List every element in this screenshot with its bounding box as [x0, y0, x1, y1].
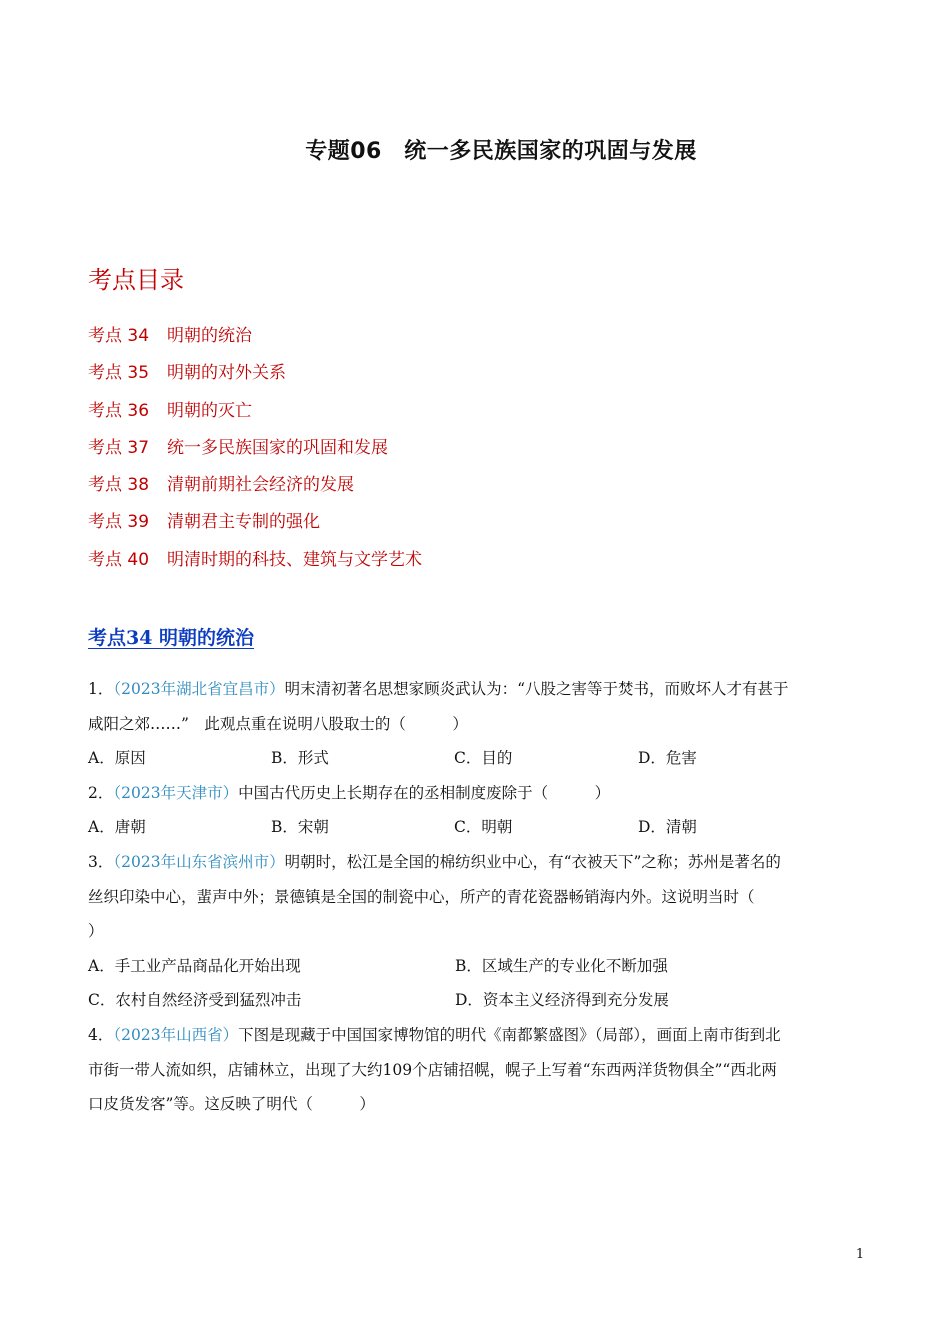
question-number: 1． [88, 680, 114, 698]
question-stem-line: 市街一带人流如织，店铺林立，出现了大约109个店铺招幌，幌子上写着“东西两洋货物俱全”“西北两 [88, 1060, 777, 1079]
option-d[interactable]: D．危害 [638, 749, 697, 768]
question-stem: 中国古代历史上长期存在的丞相制度废除于（ ） [238, 783, 611, 802]
question-stem-line: ） [88, 922, 104, 941]
toc-item-label: 明朝的灭亡 [167, 400, 252, 421]
toc-item[interactable] [88, 355, 422, 392]
option-a[interactable]: A．唐朝 [88, 818, 146, 837]
toc-item-code: 考点 40 [88, 549, 150, 570]
question-options [88, 983, 864, 1018]
toc-item-label: 统一多民族国家的巩固和发展 [167, 437, 388, 458]
toc-item[interactable] [88, 318, 422, 355]
toc-item-label: 明朝的对外关系 [167, 363, 286, 384]
toc-item-code: 考点 39 [88, 512, 150, 533]
page-title: 专题06 统一多民族国家的巩固与发展 [305, 139, 697, 164]
option-b[interactable]: B．形式 [271, 749, 329, 768]
option-a[interactable]: A．手工业产品商品化开始出现 [88, 956, 301, 975]
option-d[interactable]: D．资本主义经济得到充分发展 [455, 991, 669, 1010]
question-first-line [88, 776, 864, 811]
option-c[interactable]: C．明朝 [454, 818, 513, 837]
toc-item[interactable] [88, 542, 422, 579]
section-heading-link[interactable]: 考点34 明朝的统治 [88, 627, 255, 649]
toc-item-code: 考点 35 [88, 363, 150, 384]
toc-item-code: 考点 38 [88, 475, 150, 496]
question-first-line [88, 845, 864, 880]
question-stem-line: 咸阳之郊……” 此观点重在说明八股取士的（ ） [88, 714, 468, 733]
toc-item-code: 考点 34 [88, 326, 150, 346]
toc-item-label: 清朝君主专制的强化 [167, 512, 320, 533]
question-number: 2． [88, 783, 114, 802]
question-source: （2023年湖北省宜昌市） [113, 680, 285, 698]
question-first-line [88, 672, 864, 707]
toc-item-code: 考点 37 [88, 437, 150, 458]
page-number: 1 [855, 1247, 865, 1262]
question-stem: 明朝时，松江是全国的棉纺织业中心，有“衣被天下”之称；苏州是著名的 [284, 852, 781, 871]
toc-item[interactable] [88, 467, 422, 504]
question-options [88, 949, 864, 984]
question-stem-line: 口皮货发客”等。这反映了明代（ ） [88, 1095, 375, 1114]
toc-item[interactable] [88, 430, 422, 467]
toc-heading: 考点目录 [88, 266, 184, 294]
question [88, 1018, 864, 1122]
toc-item-code: 考点 36 [88, 400, 150, 421]
question-first-line [88, 1018, 864, 1053]
option-c[interactable]: C．农村自然经济受到猛烈冲击 [88, 991, 302, 1010]
toc-list [88, 318, 422, 579]
option-b[interactable]: B．宋朝 [271, 818, 329, 837]
option-d[interactable]: D．清朝 [638, 818, 697, 837]
toc-item-label: 清朝前期社会经济的发展 [167, 475, 354, 496]
option-a[interactable]: A．原因 [88, 749, 146, 768]
toc-item[interactable] [88, 504, 422, 541]
question-list [88, 672, 864, 1122]
toc-item-label: 明朝的统治 [167, 326, 252, 346]
question-number: 3． [88, 852, 114, 871]
question-stem: 明末清初著名思想家顾炎武认为：“八股之害等于焚书，而败坏人才有甚于 [284, 680, 789, 698]
question-stem: 下图是现藏于中国国家博物馆的明代《南都繁盛图》（局部），画面上南市街到北 [238, 1025, 781, 1044]
question-number: 4． [88, 1025, 114, 1044]
question-options [88, 810, 864, 845]
question-stem-line: 丝织印染中心，蜚声中外；景德镇是全国的制瓷中心，所产的青花瓷器畅销海内外。这说明当时（ [88, 887, 755, 906]
question [88, 776, 864, 845]
option-b[interactable]: B．区域生产的专业化不断加强 [455, 956, 668, 975]
question-source: （2023年天津市） [113, 783, 239, 802]
question [88, 845, 864, 1018]
question-source: （2023年山西省） [113, 1025, 239, 1044]
question [88, 672, 864, 776]
toc-item-label: 明清时期的科技、建筑与文学艺术 [167, 549, 422, 570]
option-c[interactable]: C．目的 [454, 749, 513, 768]
question-source: （2023年山东省滨州市） [113, 852, 285, 871]
toc-item[interactable] [88, 393, 422, 430]
question-options [88, 741, 864, 776]
